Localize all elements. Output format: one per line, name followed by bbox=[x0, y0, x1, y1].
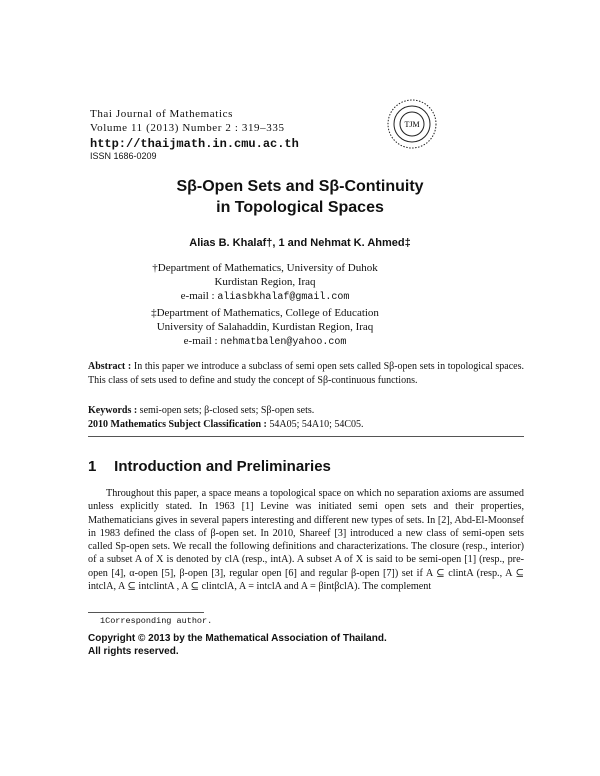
affiliation-2-univ: University of Salahaddin, Kurdistan Region, Iraq bbox=[156, 321, 374, 333]
abstract bbox=[88, 360, 524, 388]
copyright-line2: All rights reserved. bbox=[88, 646, 179, 657]
abstract-text: In this paper we introduce a subclass of semi open sets called Sβ-open sets in topological spaces. This class of sets used to define and study the concept of Sβ-continuous functions. bbox=[88, 361, 525, 386]
msc-label: 2010 Mathematics Subject Classification : bbox=[88, 419, 267, 430]
intro-paragraph: Throughout this paper, a space means a topological space on which no separation axioms are assumed unless explicitly stated. In 1963 [1] Levine was initiated semi open sets and their properties, Mathematicians gives in several papers interesting and different new types of sets. In [2], Abd-El-Moonsef in 1983 defined the class of β-open set. In 2010, Shareef [3] introduced a new class of semi-open sets called Sp-open sets. We recall the following definitions and characterizations. The closure (resp., interior) of a subset A of X is denoted by clA (resp., intA). A subset A of X is said to be semi-open [1] (resp., pre-open [4], α-open [5], β-open [3], regular open [6] and regular β-open [7]) set if A ⊆ clintA (resp., A ⊆ intclA, A ⊆ intclintA , A ⊆ clintclA, A = intclA and A = βintβclA). The complement bbox=[88, 488, 524, 593]
footnote: 1Corresponding author. bbox=[100, 616, 213, 626]
body-text bbox=[88, 487, 524, 593]
copyright bbox=[88, 632, 387, 658]
abstract-label: Abstract : bbox=[88, 361, 132, 372]
section-title: Introduction and Preliminaries bbox=[114, 458, 331, 475]
email-link-1[interactable]: aliasbkhalaf@gmail.com bbox=[217, 292, 350, 303]
keywords-text: semi-open sets; β-closed sets; Sβ-open sets. bbox=[139, 405, 315, 416]
section-heading bbox=[88, 458, 331, 475]
affiliation-1-region: Kurdistan Region, Iraq bbox=[214, 276, 316, 288]
journal-name: Thai Journal of Mathematics bbox=[90, 108, 233, 120]
copyright-line1: Copyright © 2013 by the Mathematical Association of Thailand. bbox=[88, 633, 387, 644]
logo-text: TJM bbox=[404, 120, 420, 129]
section-number: 1 bbox=[88, 458, 97, 475]
paper-title-line2: in Topological Spaces bbox=[216, 199, 384, 216]
msc-text: 54A05; 54A10; 54C05. bbox=[269, 419, 364, 430]
paper-title-line1: Sβ-Open Sets and Sβ-Continuity bbox=[176, 178, 424, 195]
journal-issn: ISSN 1686-0209 bbox=[90, 151, 157, 161]
email-label: e-mail : bbox=[183, 335, 221, 347]
keywords bbox=[88, 405, 314, 416]
journal-logo bbox=[386, 98, 438, 150]
affiliation-2-dept: ‡Department of Mathematics, College of Education bbox=[151, 307, 379, 319]
email-link-2[interactable]: nehmatbalen@yahoo.com bbox=[220, 337, 347, 348]
keywords-label: Keywords : bbox=[88, 405, 138, 416]
affiliation-1-email bbox=[0, 290, 530, 303]
footnote-rule bbox=[88, 612, 204, 613]
divider bbox=[88, 436, 524, 437]
affiliation-1-dept: †Department of Mathematics, University of Duhok bbox=[152, 262, 378, 274]
affiliation-2-email bbox=[0, 335, 530, 348]
msc-classification bbox=[88, 419, 364, 430]
author-list: Alias B. Khalaf†, 1 and Nehmat K. Ahmed‡ bbox=[189, 237, 411, 249]
journal-url[interactable]: http://thaijmath.in.cmu.ac.th bbox=[90, 137, 299, 151]
journal-volume: Volume 11 (2013) Number 2 : 319–335 bbox=[90, 122, 285, 134]
email-label: e-mail : bbox=[180, 290, 218, 302]
